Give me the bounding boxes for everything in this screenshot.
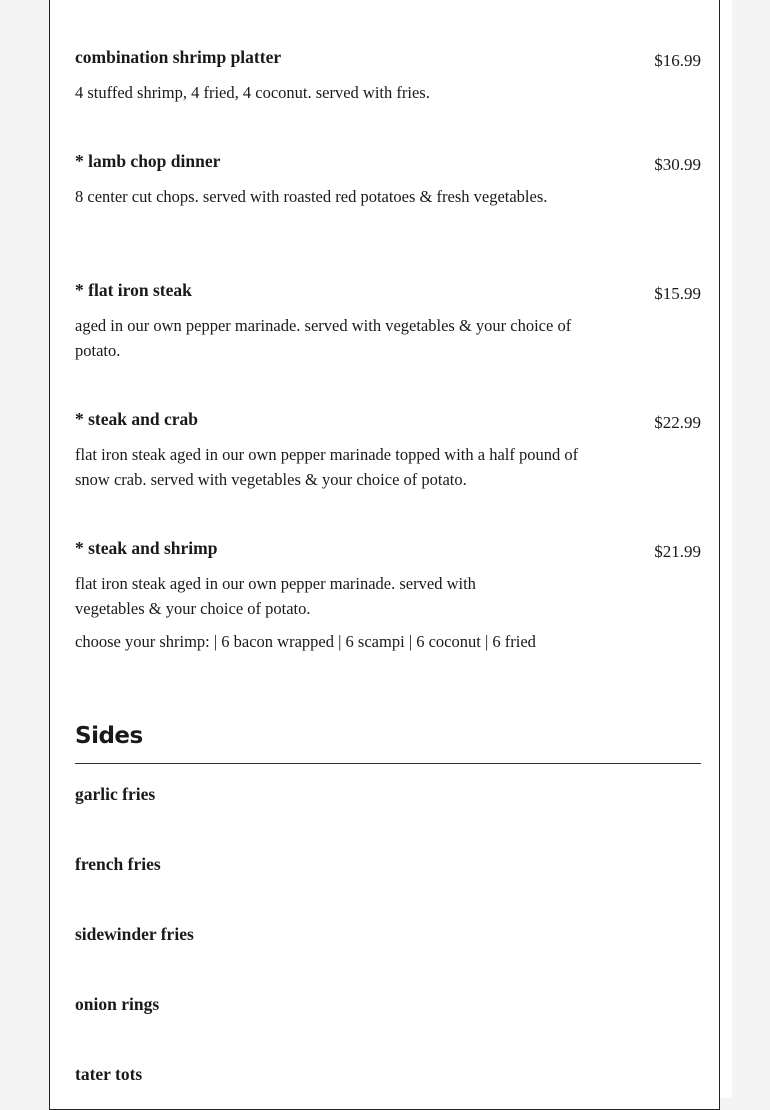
item-name: * steak and crab [75,409,198,429]
item-name: combination shrimp platter [75,47,282,67]
item-name: * flat iron steak [75,280,192,300]
item-description: 8 center cut chops. served with roasted red potatoes & fresh vegetables. [75,187,548,206]
menu-item-combination-shrimp-platter [75,46,701,105]
menu-item-lamb-chop-dinner [75,150,701,209]
section-divider [75,763,701,764]
item-options: choose your shrimp: | 6 bacon wrapped | 6 scampi | 6 coconut | 6 fried [75,632,536,651]
page-right-margin [720,0,732,1098]
item-name: * lamb chop dinner [75,151,221,171]
side-item: onion rings [75,994,160,1014]
side-item: tater tots [75,1064,143,1084]
menu-item-steak-and-crab [75,408,701,492]
item-description: aged in our own pepper marinade. served with vegetables & your choice of potato. [75,316,572,360]
menu-item-flat-iron-steak [75,279,701,363]
side-item: french fries [75,854,161,874]
menu-item-steak-and-shrimp [75,537,701,654]
item-price: $30.99 [654,155,701,174]
item-description: 4 stuffed shrimp, 4 fried, 4 coconut. served with fries. [75,83,430,102]
side-item: sidewinder fries [75,924,194,944]
section-title-sides: Sides [75,723,143,749]
item-description: flat iron steak aged in our own pepper marinade topped with a half pound of snow crab. served with vegetables & your choice of potato. [75,445,579,489]
menu-page [49,0,720,1110]
item-description: flat iron steak aged in our own pepper marinade. served with vegetables & your choice of potato. [75,574,476,618]
item-price: $22.99 [654,413,701,432]
item-price: $21.99 [654,542,701,561]
side-item: garlic fries [75,784,156,804]
item-name: * steak and shrimp [75,538,218,558]
item-price: $15.99 [654,284,701,303]
item-price: $16.99 [654,51,701,70]
